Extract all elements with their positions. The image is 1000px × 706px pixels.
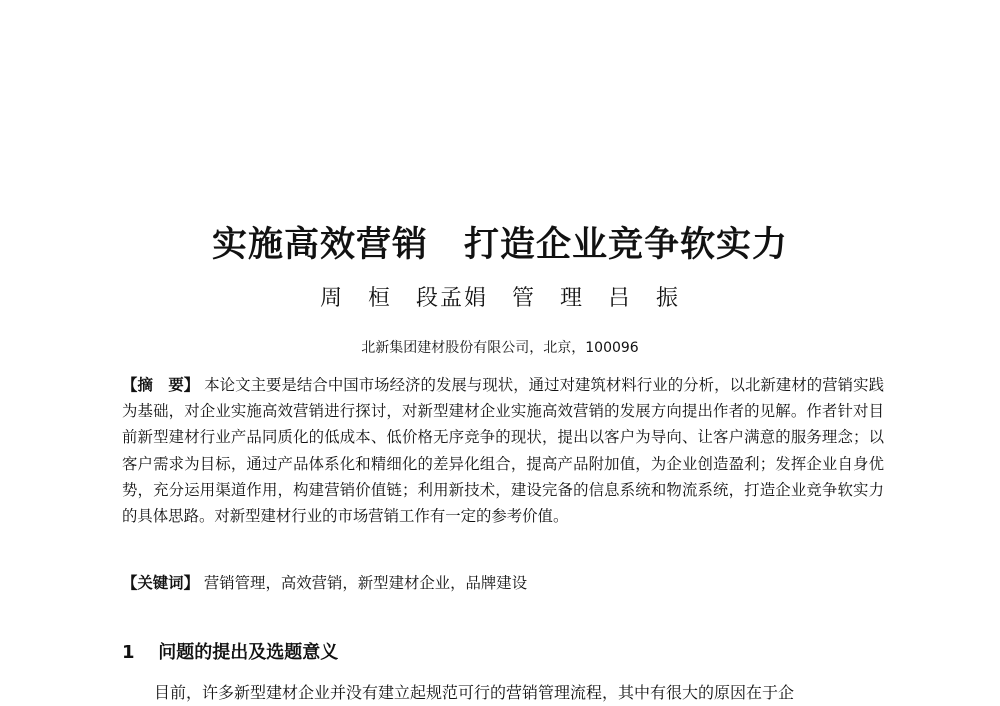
keywords-label: 【关键词】 (122, 574, 199, 592)
abstract-label: 【摘 要】 (122, 376, 200, 394)
keywords-block (122, 570, 884, 596)
paper-title: 实施高效营销 打造企业竞争软实力 (211, 225, 788, 265)
abstract-text: 本论文主要是结合中国市场经济的发展与现状，通过对建筑材料行业的分析，以北新建材的营销实践为基础，对企业实施高效营销进行探讨，对新型建材企业实施高效营销的发展方向提出作者的见解。作者针对目前新型建材行业产品同质化的低成本、低价格无序竞争的现状，提出以客户为导向、让客户满意的服务理念；以客户需求为目标，通过产品体系化和精细化的差异化组合，提高产品附加值，为企业创造盈利；发挥企业自身优势，充分运用渠道作用，构建营销价值链；利用新技术，建设完备的信息系统和物流系统，打造企业竞争软实力的具体思路。对新型建材行业的市场营销工作有一定的参考价值。 (122, 376, 884, 526)
body-paragraph: 目前，许多新型建材企业并没有建立起规范可行的营销管理流程，其中有很大的原因在于企 (154, 683, 795, 702)
section-title: 问题的提出及选题意义 (158, 642, 339, 663)
author-list: 周 桓 段孟娟 管 理 吕 振 (319, 286, 680, 311)
keywords-text: 营销管理，高效营销，新型建材企业，品牌建设 (203, 574, 528, 592)
section-heading (122, 640, 338, 666)
section-number: 1 (122, 642, 135, 663)
abstract-block (122, 372, 884, 529)
affiliation: 北新集团建材股份有限公司，北京，100096 (361, 340, 639, 356)
